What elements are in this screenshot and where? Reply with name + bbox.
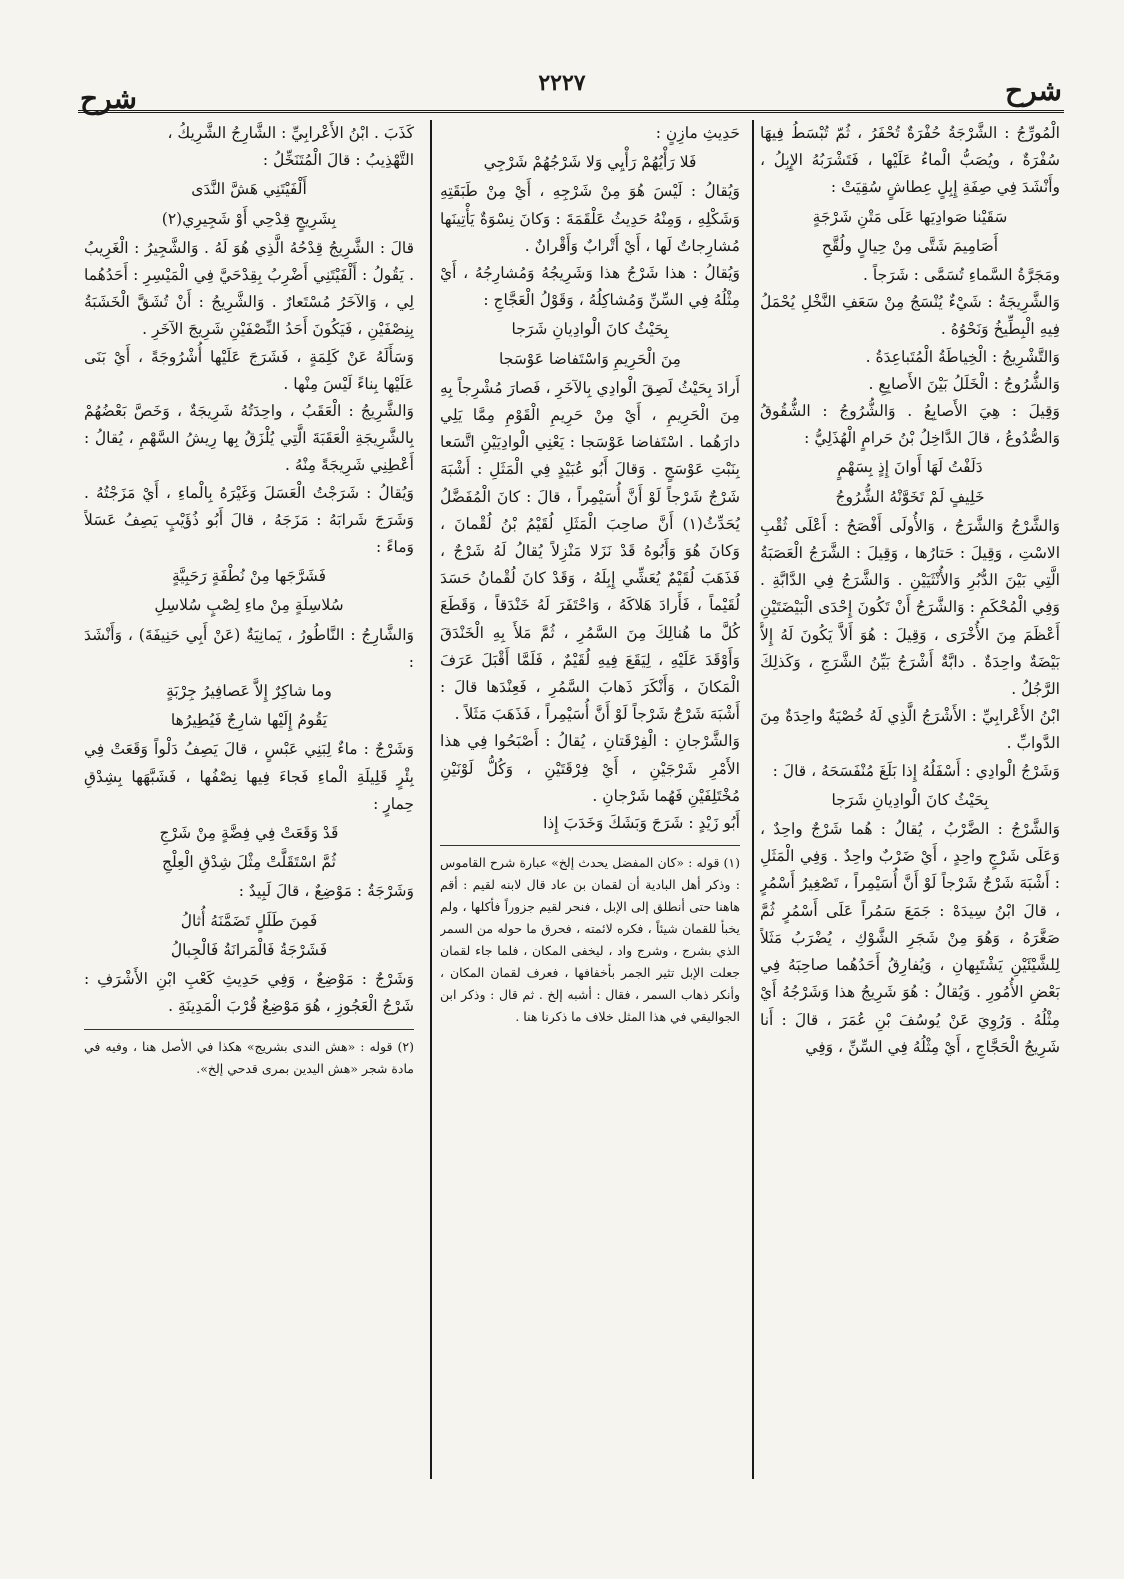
text-line: وَالشَّرِيجَةُ : شَيْءٌ يُنْسَجُ مِنْ سَعَفِ النَّخْلِ يُحْمَلُ فِيهِ الْبِطِّيخُ وَنَحْوُهُ . [760, 293, 1060, 339]
text-line: وَالشَّرْجُ وَالشَّرَجُ ، وَالأُولَى أَفْصَحُ : أَعْلَى ثُقْبِ الاسْتِ ، وَقِيلَ : حَتارُها ، وَقِيلَ : الشَّرَجُ الْعَصَبَةُ الَّتِي بَيْنَ الدُّبُرِ وَالأُنْثَيَيْنِ . وَالشَّرَجُ فِي الدَّابَّةِ . وَفِي الْمُحْكَمِ : وَالشَّرَجُ أَنْ تَكُونَ إِحْدَى الْبَيْضَتَيْنِ أَعْظَمَ مِنَ الأُخْرَى ، وَقِيلَ : هُوَ أَلاَّ يَكُونَ لَهُ إِلاَّ بَيْضَةٌ واحِدَةٌ . دابَّةٌ أَشْرَجُ بَيِّنُ الشَّرَجِ ، وَكَذلِكَ الرَّجُلُ . [760, 516, 1060, 699]
text-line: حَدِيثِ مازِنٍ : [655, 124, 740, 142]
verse-line: بِحَيْثُ كانَ الْوادِيانِ شَرَجا [511, 320, 669, 339]
verse-line: مِنَ الْحَرِيمِ وَاسْتَفاضا عَوْسَجا [499, 349, 681, 368]
text-line: قالَ : الشَّرِيجُ قِدْحُهُ الَّذِي هُوَ لَهُ . وَالشَّجِيرُ : الْغَرِيبُ . يَقُولُ : أَلْفَيْتَنِي أَضْرِبُ بِقِدْحَيَّ فِي الْمَيْسِرِ : أَحَدُهُما لِي ، وَالآخَرُ مُسْتَعارٌ . وَالشَّرِيجُ : أَنْ تُشَقَّ الْخَشَبَةُ بِنِصْفَيْنِ ، فَيَكُونَ أَحَدُ النِّصْفَيْنِ شَرِيجَ الآخَرِ . [84, 238, 414, 339]
verse-line: فَمِنَ طَلَلٍ تَضَمَّنَهُ أُثالُ [180, 911, 318, 930]
verse-line: فَشَرْجَةُ فَالْمَرانَةُ فَالْجِبالُ [170, 940, 328, 959]
verse-line: ثُمَّ اسْتَقَلَّتْ مِثْلَ شِدْقِ الْعِلْجِ [161, 853, 336, 872]
verse-line: أَلْفَيْتَنِي هَشَّ النَّدَى [191, 180, 307, 199]
running-head-right: شرح [1005, 74, 1062, 107]
text-line: وَشَرْجٌ : ماءٌ لِبَنِي عَبْسٍ ، قالَ يَصِفُ دَلْواً وَقَعَتْ فِي بِئْرٍ قَلِيلَةِ الْماءِ فَجاءَ فِيها نِصْفُها ، فَشَبَّهَها بِشِدْقِ حِمارٍ : [84, 740, 414, 813]
column-left [84, 120, 414, 1465]
text-line: وَشَرْجَةُ : مَوْضِعٌ ، قالَ لَبِيدٌ : [238, 882, 414, 901]
text-line: وَالشُّرُوجُ : الْخَلَلُ بَيْنَ الأَصابِعِ . [868, 374, 1060, 393]
verse-line: خَلِيفٍ لَمْ تَخَوَّنْهُ الشُّرُوجُ [835, 487, 985, 506]
page-header [0, 60, 1124, 116]
column-right [760, 120, 1060, 1465]
text-line: وَالشَّرْجانِ : الْفِرْقَتانِ ، يُقالُ : أَصْبَحُوا فِي هذا الأَمْرِ شَرْجَيْنِ ، أَيْ فِرْقَتَيْنِ ، وَكُلُّ لَوْنَيْنِ مُخْتَلِفَيْنِ فَهُما شَرْجانِ . [440, 732, 740, 805]
text-line: وَشَرْجٌ : مَوْضِعٌ ، وَفِي حَدِيثِ كَعْبِ ابْنِ الأَشْرَفِ : شَرْجُ الْعَجُوزِ ، هُوَ مَوْضِعٌ قُرْبَ الْمَدِينَةِ . [84, 970, 414, 1016]
text-line: ابْنُ الأَعْرابِيِّ : الأَشْرَجُ الَّذِي لَهُ خُصْيَةٌ واحِدَةٌ مِنَ الدَّوابِّ . [760, 707, 1060, 753]
verse-line: وما شاكِرٌ إِلاَّ عَصافِيرُ جِرْبَةٍ [166, 682, 332, 701]
footnote: (١) قوله : «كان المفضل يحدث إلخ» عبارة شرح القاموس : وذكر أهل البادية أن لقمان بن عاد قال لابنه لقيم : أقم هاهنا حتى أنطلق إلى الإبل ، فنحر لقيم جزوراً فأكلها ، ولم يخبأ للقمان شيئاً ، فكره لائمته ، فحرق ما حوله من السمر الذي بشرج ، وشرج واد ، ليخفى المكان ، فلما جاء لقمان جعلت الإبل تثير الجمر بأخفافها ، فعرف لقمان المكان ، وأنكر ذهاب السمر ، فقال : أشبه إلخ . ثم قال : وذكر ابن الجواليقي في هذا المثل خلاف ما ذكرنا هنا . [440, 845, 740, 1028]
text-line: وَالشَّرِيجُ : الْعَقَبُ ، واحِدَتُهُ شَرِيجَةٌ ، وَخَصَّ بَعْضُهُمْ بِالشَّرِيجَةِ الْعَقَبَةَ الَّتِي يُلْزَقُ بِها رِيشُ السَّهْمِ ، يُقالُ : أَعْطِنِي شَرِيجَةً مِنْهُ . [84, 402, 414, 475]
text-line: وَيُقالُ : شَرَجْتُ الْعَسَلَ وَغَيْرَهُ بِالْماءِ ، أَيْ مَزَجْتُهُ . وَشَرَجَ شَرابَهُ : مَزَجَهُ ، قالَ أَبُو ذُؤَيْبٍ يَصِفُ عَسَلاً وَماءً : [84, 483, 414, 557]
page-number: ٢٢٢٧ [538, 70, 586, 96]
column-middle [440, 120, 740, 1465]
verse-line: سُلاسِلَةٍ مِنْ ماءِ لِصْبٍ سُلاسِلِ [154, 596, 344, 615]
text-line: وَيُقالُ : لَيْسَ هُوَ مِنْ شَرْجِهِ ، أَيْ مِنْ طَبَقَتِهِ وَشَكْلِهِ ، وَمِنْهُ حَدِيثُ عَلْقَمَةَ : وَكانَ نِسْوَةٌ يَأْتِينَها مُشارِجاتٌ لَها ، أَيْ أَتْرابٌ وَأَقْرانٌ . [440, 182, 740, 255]
text-line: الْمُورِّجُ : الشَّرْجَةُ حُفْرَةٌ تُحْفَرُ ، ثُمّ تُبْسَطُ فِيهَا سُفْرَةٌ ، ويُصَبُّ الْماءُ عَلَيْها ، فَتَشْرَبُهُ الإِبِلُ ، وأَنْشَدَ فِي صِفَةِ إِبِلٍ عِطاشٍ سُقِيَتْ : [760, 124, 1060, 197]
text-line: وَيُقالُ : هذا شَرْجُ هذا وَشَرِيجُهُ وَمُشارِجُهُ ، أَيْ مِثْلُهُ فِي السِّنِّ وَمُشاكِلُهُ ، وَقَوْلُ الْعَجَّاجِ : [440, 264, 740, 310]
column-divider [430, 120, 432, 1479]
verse-line: دَلَفْتُ لَهَا أَوانَ إِذٍ بِسَهْمٍ [837, 458, 983, 477]
verse-line: سَقَيْنا صَوادِيَها عَلَى مَتْنِ شَرْجَةٍ [812, 207, 1008, 226]
text-line: التَّهْذِيبُ : قالَ الْمُتَنَخِّلُ : [262, 151, 414, 170]
text-line: أَبُو زَيْدٍ : شَرَجَ وَبَشَكَ وَخَدَبَ إِذا [543, 814, 740, 833]
verse-line: فَلا رَأْيُهُمْ رَأْيِي وَلا شَرْجُهُمْ شَرْجِي [483, 153, 697, 172]
verse-line: بِشَرِيجٍ قِدْحِي أَوْ شَجِيرِي(٢) [161, 209, 337, 228]
text-line: ومَجَرَّةُ السَّماءِ تُسَمَّى : شَرَجاً . [863, 266, 1060, 285]
text-line: وَسَأَلَهُ عَنْ كَلِمَةٍ ، فَشَرَجَ عَلَيْها أُشْرُوجَةً ، أَيْ بَنَى عَلَيْها بِناءً لَيْسَ مِنْها . [84, 347, 414, 393]
text-line: وَالتَّشْرِيجُ : الْخِياطَةُ الْمُتَباعِدَةُ . [865, 347, 1060, 366]
verse-line: بِحَيْثُ كانَ الْوادِيانِ شَرَجا [831, 790, 989, 809]
footnote: (٢) قوله : «هش الندى بشريج» هكذا في الأصل هنا ، وفيه في مادة شجر «هش اليدين بمرى قدحي إلخ». [84, 1029, 414, 1080]
verse-line: أَصَامِيمَ شَتَّى مِنْ حِيالٍ ولُقَّحِ [821, 236, 999, 255]
text-line: وَالشَّارِجُ : النَّاطُورُ ، يَمانِيَةٌ (عَنْ أَبِي حَنِيفَةَ) ، وَأَنْشَدَ : [84, 625, 414, 671]
column-divider [752, 120, 754, 1479]
text-line: وَقِيلَ : هِيَ الأَصابِعُ . وَالشُّرُوجُ : الشُّقُوقُ وَالصُّدُوعُ ، قالَ الدَّاخِلُ بْنُ حَرامٍ الْهُذَلِيُّ : [760, 402, 1060, 448]
header-rule [78, 110, 1064, 113]
text-line: وَشَرْجُ الْوادِي : أَسْفَلُهُ إِذا بَلَغَ مُنْفَسَحَهُ ، قالَ : [772, 761, 1060, 780]
text-line: وَالشَّرْجُ : الضَّرْبُ ، يُقالُ : هُما شَرْجٌ واحِدٌ ، وَعَلَى شَرْجٍ واحِدٍ ، أَيْ ضَرْبٌ واحِدٌ . وَفِي الْمَثَلِ : أَشْبَهَ شَرْجٌ شَرْجاً لَوْ أَنَّ أُسَيْمِراً ، تَصْغِيرُ أَسْمُرٍ ، قالَ ابْنُ سِيدَهْ : جَمَعَ سَمُراً عَلَى أَسْمُرٍ ثُمَّ صَغَّرَهُ ، وَهُوَ مِنْ شَجَرِ الشَّوْكِ ، يُضْرَبُ مَثَلاً لِلشَّيْئَيْنِ يَشْتَبِهانِ ، وَيُفارِقُ أَحَدُهُما صاحِبَهُ فِي بَعْضِ الأُمُورِ . وَيُقالُ : هُوَ شَرِيجُ هذا وَشَرْجُهُ أَيْ مِثْلُهُ . وَرُوِيَ عَنْ يُوسُفَ بْنِ عُمَرَ ، قالَ : أَنا شَرِيجُ الْحَجَّاجِ ، أَيْ مِثْلُهُ فِي السِّنِّ ، وَفِي [760, 820, 1060, 1056]
text-line: كَذَبَ . ابْنُ الأَعْرابِيِّ : الشَّارِجُ الشَّرِيكُ ، [167, 124, 414, 142]
running-head-left: شرح [80, 82, 137, 115]
verse-line: فَشَرَّجَها مِنْ نُطْفَةٍ رَحَبِيَّةٍ [171, 567, 327, 586]
verse-line: يَقُومُ إِلَيْها شارِجٌ فَيُطِيرُها [170, 711, 328, 730]
verse-line: قَدْ وَقَعَتْ فِي فِضَّةٍ مِنْ شَرْجِ [159, 824, 339, 843]
text-line: أَرادَ بِحَيْثُ لَصِقَ الْوادِي بِالآخَرِ ، فَصارَ مُشْرِجاً بِهِ مِنَ الْحَرِيمِ ، أَيْ مِنْ حَرِيمِ الْقَوْمِ مِمَّا يَلِي دارَهُما . اسْتَفاضا عَوْسَجا : يَعْنِي الْوادِيَيْنِ اتَّسَعا بِنَبْتِ عَوْسَجٍ . وَقالَ أَبُو عُبَيْدٍ فِي الْمَثَلِ : أَشْبَهَ شَرْجٌ شَرْجاً لَوْ أَنَّ أُسَيْمِراً ، قالَ : كانَ الْمُفَضَّلُ يُحَدِّثُ(١) أَنَّ صاحِبَ الْمَثَلِ لُقَيْمُ بْنُ لُقْمانَ ، وَكانَ هُوَ وَأَبُوهُ قَدْ نَزَلا مَنْزِلاً يُقالُ لَهُ شَرْجٌ ، فَذَهَبَ لُقَيْمٌ يُعَشِّي إِبِلَهُ ، وَقَدْ كانَ لُقْمانُ حَسَدَ لُقَيْماً ، فَأَرادَ هَلاكَهُ ، وَاحْتَفَرَ لَهُ خَنْدَقاً ، وَقَطَعَ كُلَّ ما هُنالِكَ مِنَ السَّمُرِ ، ثُمَّ مَلأَ بِهِ الْخَنْدَقَ وَأَوْقَدَ عَلَيْهِ ، لِيَقَعَ فِيهِ لُقَيْمٌ ، فَلَمَّا أَقْبَلَ عَرَفَ الْمَكانَ ، وَأَنْكَرَ ذَهابَ السَّمُرِ ، فَعِنْدَها قالَ : أَشْبَهَ شَرْجٌ شَرْجاً لَوْ أَنَّ أُسَيْمِراً ، فَذَهَبَ مَثَلاً . [440, 378, 740, 724]
